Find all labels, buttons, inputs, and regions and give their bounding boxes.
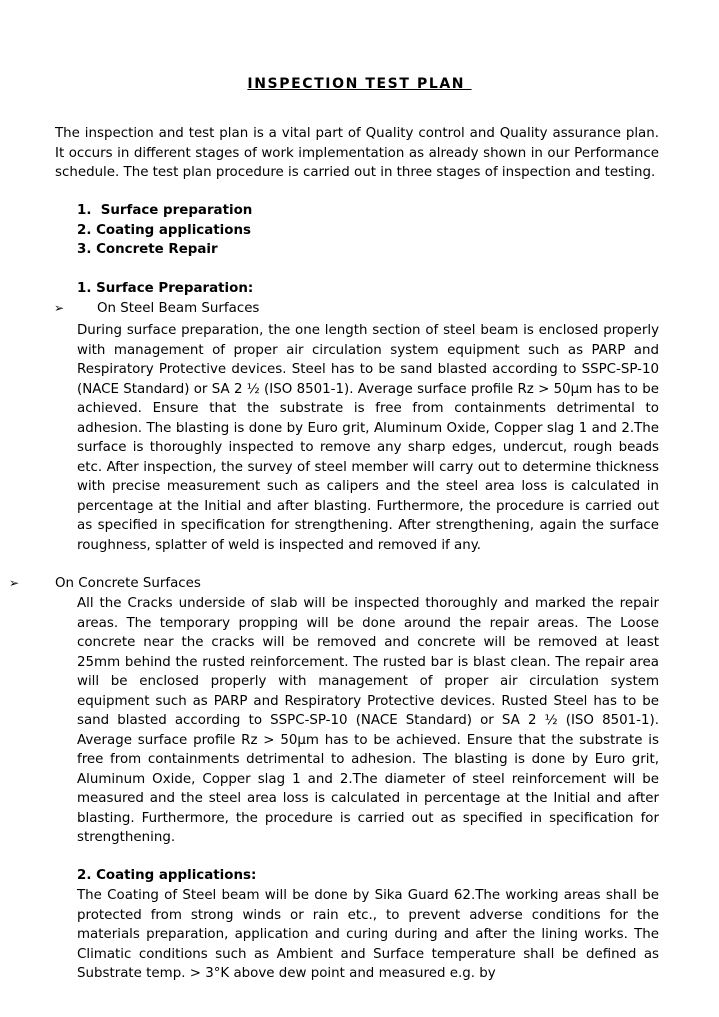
coating-applications-paragraph: The Coating of Steel beam will be done by Sika Guard 62.The working areas shall be protected from strong winds or rain etc., to prevent adverse conditions for the materials preparation, application and curing during and after the lining works. The Climatic conditions such as Ambient and Surface temperature shall be defined as Substrate temp. > 3°K above dew point and measured e.g. by [77,888,659,981]
steel-surfaces-paragraph: During surface preparation, the one length section of steel beam is enclosed properly with management of proper air circulation system equipment such as PARP and Respiratory Protective devices. Steel has to be sand blasted according to SSPC-SP-10 (NACE Standard) or SA 2 ½ (ISO 8501-1). Average surface profile Rz > 50µm has to be achieved. Ensure that the substrate is free from containments detrimental to adhesion. The blasting is done by Euro grit, Aluminum Oxide, Copper slag 1 and 2.The surface is thoroughly inspected to remove any sharp edges, undercut, rough beads etc. After inspection, the survey of steel member will carry out to determine thickness with precise measurement such as calipers and the steel area loss is calculated in percentage at the Initial and after blasting. Furthermore, the procedure is carried out as specified in specification for strengthening. After strengthening, again the surface roughness, splatter of weld is inspected and removed if any. [77,323,659,553]
stages-list [77,201,252,260]
document-title: INSPECTION TEST PLAN [247,76,472,92]
list-item: 2. Coating applications [77,222,251,238]
list-item: 1. Surface preparation [77,203,253,218]
subheading-concrete-surfaces: On Concrete Surfaces [55,576,201,591]
intro-paragraph: The inspection and test plan is a vital part of Quality control and Quality assurance plan. It occurs in different stages of work implementation as already shown in our Performance schedule. The test plan procedure is carried out in three stages of inspection and testing. [55,126,659,180]
subheading-steel-beam-surfaces: On Steel Beam Surfaces [97,301,260,316]
arrow-bullet-icon: ➢ [54,301,65,315]
section-heading-surface-preparation: 1. Surface Preparation: [77,281,254,296]
section-heading-coating-applications: 2. Coating applications: [77,868,257,883]
concrete-surfaces-paragraph: All the Cracks underside of slab will be inspected thoroughly and marked the repair areas. The temporary propping will be done around the repair areas. The Loose concrete near the cracks will be removed and concrete will be removed at least 25mm behind the rusted reinforcement. The rusted bar is blast clean. The repair area will be enclosed properly with management of proper air circulation system equipment such as PARP and Respiratory Protective devices. Rusted Steel has to be sand blasted according to SSPC-SP-10 (NACE Standard) or SA 2 ½ (ISO 8501-1). Average surface profile Rz > 50µm has to be achieved. Ensure that the substrate is free from containments detrimental to adhesion. The blasting is done by Euro grit, Aluminum Oxide, Copper slag 1 and 2.The diameter of steel reinforcement will be measured and the steel area loss is calculated in percentage at the Initial and after blasting. Furthermore, the procedure is carried out as specified in specification for strengthening. [77,596,659,845]
list-item: 3. Concrete Repair [77,242,218,257]
arrow-bullet-icon: ➢ [9,576,20,590]
